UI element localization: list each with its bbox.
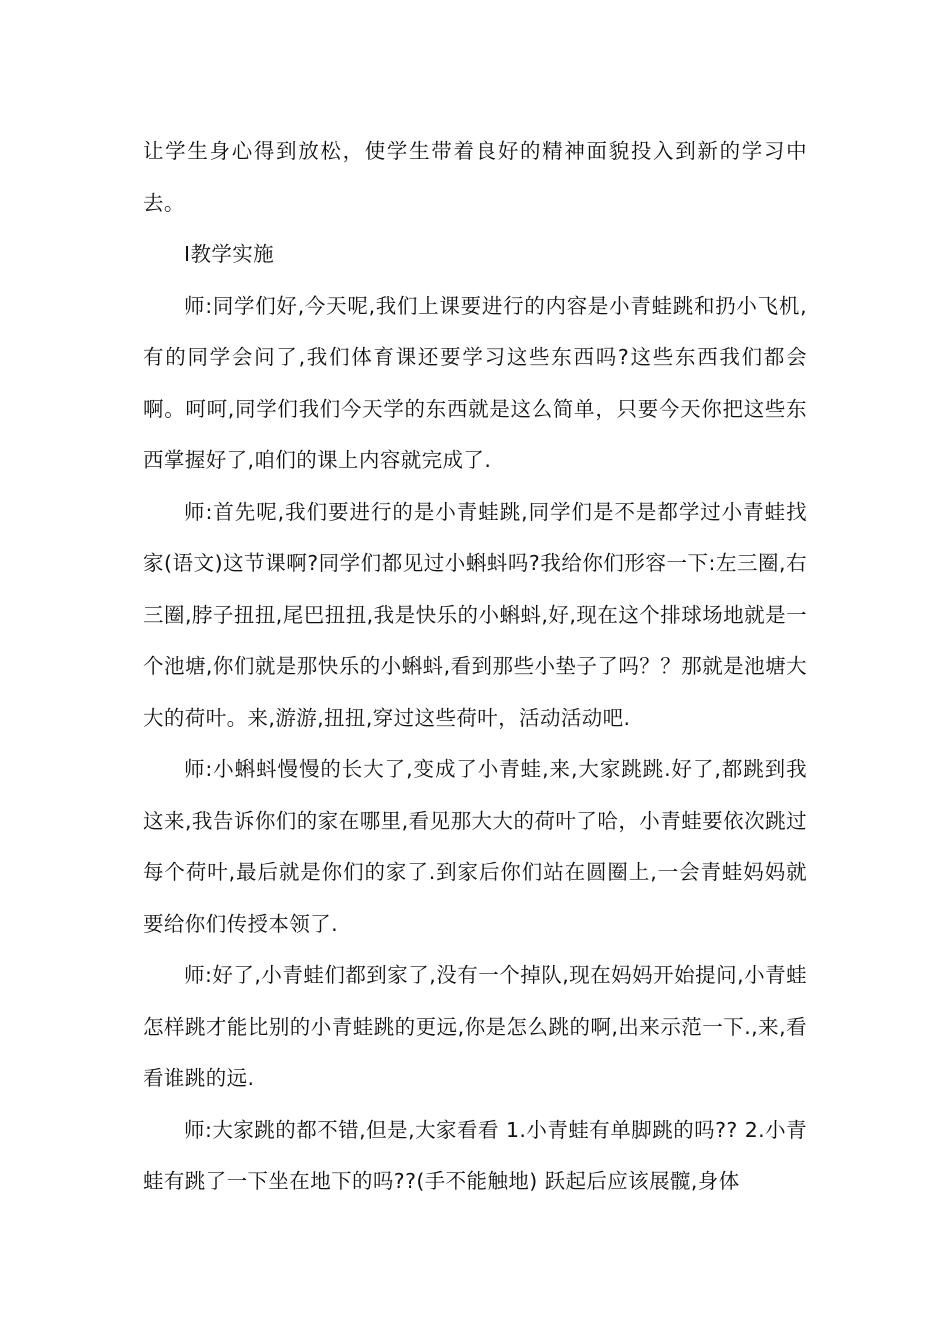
paragraph-intro-continuation: 让学生身心得到放松，使学生带着良好的精神面貌投入到新的学习中去。 [143, 139, 807, 215]
paragraph-frog-jumping: 师:小蝌蚪慢慢的长大了,变成了小青蛙,来,大家跳跳.好了,都跳到我这来,我告诉你们的家在哪里,看见那大大的荷叶了哈，小青蛙要依次跳过每个荷叶,最后就是你们的家了.到家后你们站在圆圈上,一会青蛙妈妈就要给你们传授本领了. [143, 757, 807, 936]
section-heading-teaching-implementation: Ⅰ教学实施 [184, 242, 275, 266]
paragraph-teacher-opening: 师:同学们好,今天呢,我们上课要进行的内容是小青蛙跳和扔小飞机,有的同学会问了,我们体育课还要学习这些东西吗?这些东西我们都会啊。呵呵,同学们我们今天学的东西就是这么简单，只要今天你把这些东西掌握好了,咱们的课上内容就完成了. [143, 293, 807, 472]
paragraph-tadpole-activity: 师:首先呢,我们要进行的是小青蛙跳,同学们是不是都学过小青蛙找家(语文)这节课啊?同学们都见过小蝌蚪吗?我给你们形容一下:左三圈,右三圈,脖子扭扭,尾巴扭扭,我是快乐的小蝌蚪,好,现在这个排球场地就是一个池塘,你们就是那快乐的小蝌蚪,看到那些小垫子了吗？？那就是池塘大大的荷叶。来,游游,扭扭,穿过这些荷叶，活动活动吧. [143, 499, 807, 730]
body-text [143, 126, 807, 1208]
paragraph-jump-feedback: 师:大家跳的都不错,但是,大家看看 1.小青蛙有单脚跳的吗?? 2.小青蛙有跳了一下坐在地下的吗??(手不能触地) 跃起后应该展髋,身体 [143, 1117, 807, 1193]
paragraph-frog-question: 师:好了,小青蛙们都到家了,没有一个掉队,现在妈妈开始提问,小青蛙怎样跳才能比别的小青蛙跳的更远,你是怎么跳的啊,出来示范一下.,来,看看谁跳的远. [143, 963, 807, 1090]
